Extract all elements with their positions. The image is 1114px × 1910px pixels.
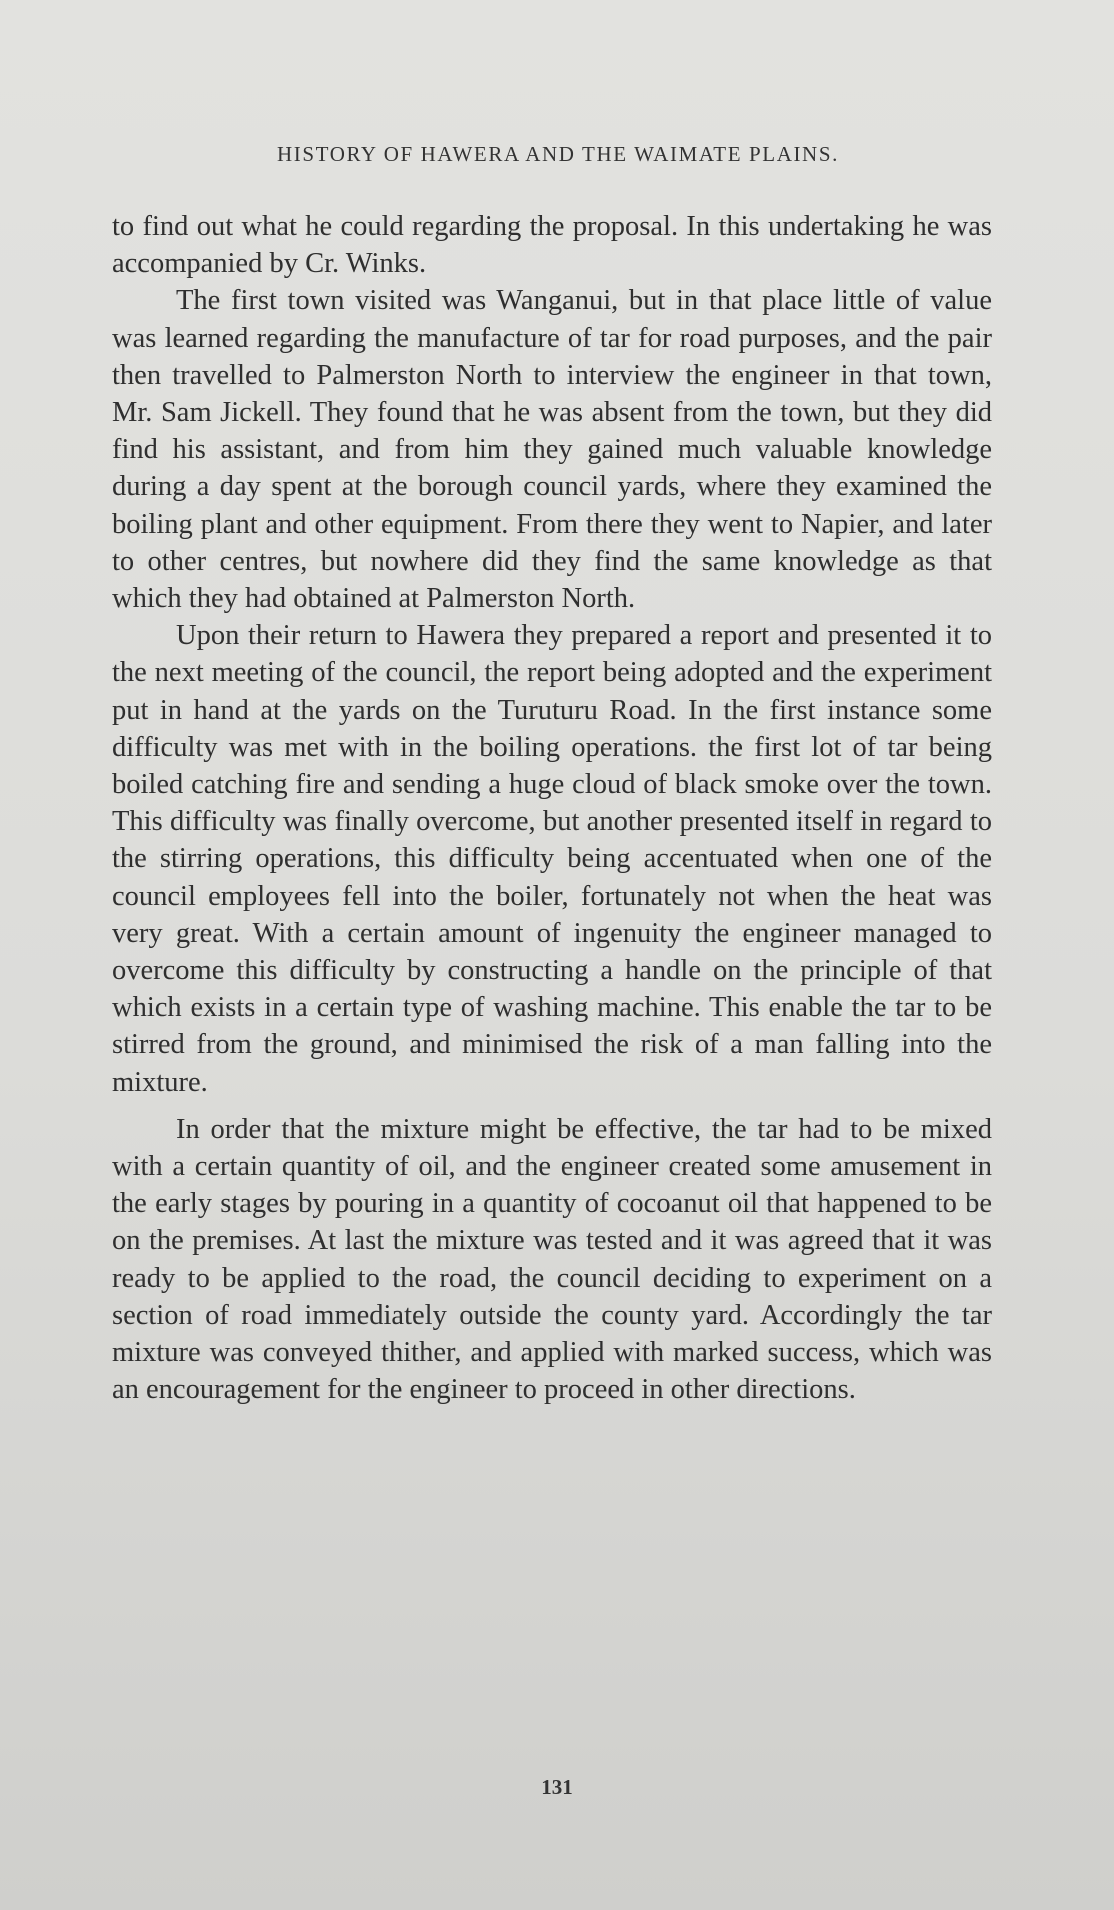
page-number: 131 — [541, 1775, 573, 1799]
paragraph-continued: to find out what he could regarding the proposal. In this undertaking he was accompanied by Cr. Winks. — [112, 211, 992, 280]
paragraph-experiment: Upon their return to Hawera they prepared a report and presented it to the next meeting of the council, the report being adopted and the experiment put in hand at the yards on the Turuturu Road. In the first instance some difficulty was met with in the boiling operations. the first lot of tar being boiled catching fire and sending a huge cloud of black smoke over the town. This difficulty was finally overcome, but another presented itself in regard to the stirring operations, this difficulty being accentuated when one of the council employees fell into the boiler, fortunately not when the heat was very great. With a certain amount of ingenuity the engineer managed to overcome this difficulty by constructing a handle on the principle of that which exists in a certain type of washing machine. This enable the tar to be stirred from the ground, and minimised the risk of a man falling into the mixture. — [112, 620, 992, 1098]
body-text — [112, 208, 992, 1409]
paragraph-travel: The first town visited was Wanganui, but in that place little of value was learned regarding the manufacture of tar for road purposes, and the pair then travelled to Palmerston North to interview the engineer in that town, Mr. Sam Jickell. They found that he was absent from the town, but they did find his assistant, and from him they gained much valuable knowledge during a day spent at the borough council yards, where they examined the boiling plant and other equipment. From there they went to Napier, and later to other centres, but nowhere did they find the same knowledge as that which they had obtained at Palmerston North. — [112, 285, 992, 615]
paragraph-mixture: In order that the mixture might be effective, the tar had to be mixed with a certain quantity of oil, and the engineer created some amusement in the early stages by pouring in a quantity of cocoanut oil that happened to be on the premises. At last the mixture was tested and it was agreed that it was ready to be applied to the road, the council deciding to experiment on a section of road immediately outside the county yard. Accordingly the tar mixture was conveyed thither, and applied with marked success, which was an encouragement for the engineer to proceed in other directions. — [112, 1113, 992, 1406]
running-head: HISTORY OF HAWERA AND THE WAIMATE PLAINS. — [277, 142, 839, 166]
